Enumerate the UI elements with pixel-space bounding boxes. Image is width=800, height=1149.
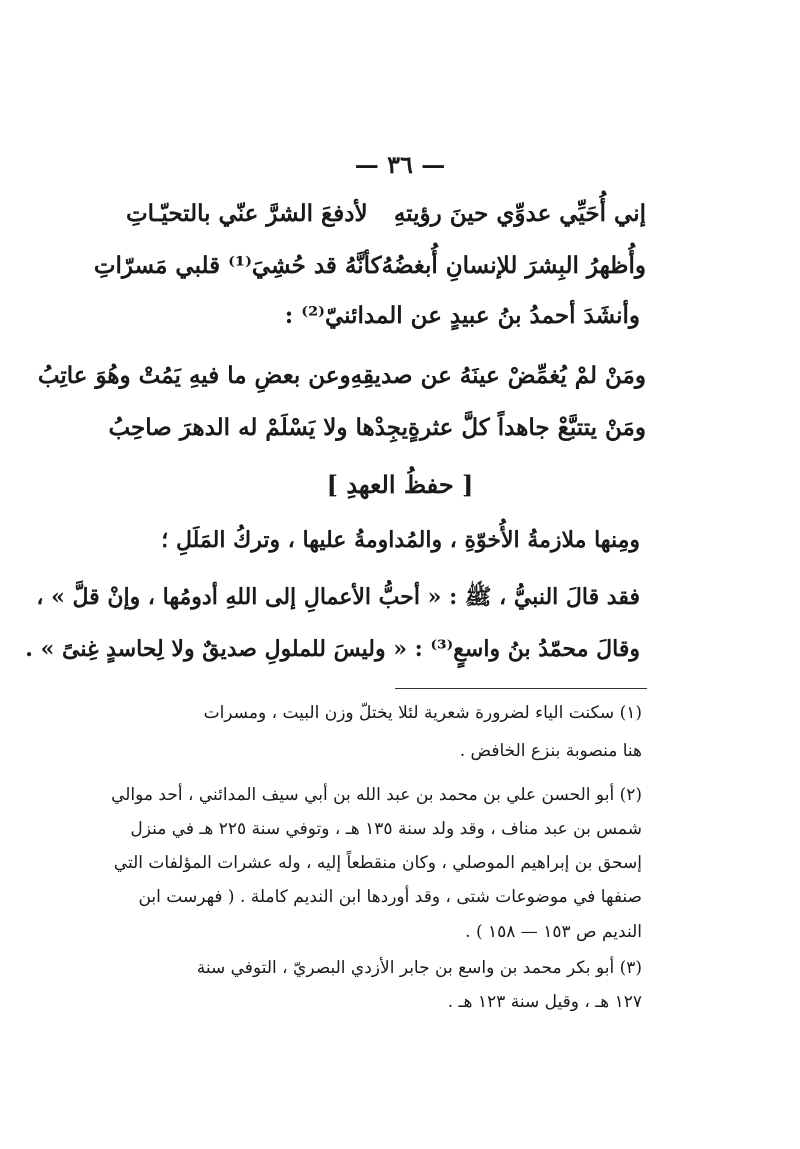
verse-second-hemistich: يجِدْها ولا يَسْلَمْ له الدهرَ صاحِبُ — [108, 413, 408, 441]
verse-second-hemistich: لأدفعَ الشرَّ عنّي بالتحيّـاتِ — [126, 199, 368, 227]
footnote-line: هنا منصوبة بنزع الخافض . — [459, 741, 642, 761]
footnote-line: (١) سكنت الياء لضرورة شعرية لئلا يختلّ وزن البيت ، ومسرات — [203, 703, 642, 723]
verse-line — [126, 193, 646, 233]
verse-first-hemistich: وأُظهرُ البِشرَ للإنسانِ أُبغضُهُ — [381, 251, 646, 279]
body-text-line: ومِنها ملازمةُ الأُخوّةِ ، والمُداومةُ عليها ، وتركُ المَلَلِ ؛ — [161, 527, 640, 553]
footnote-line: صنفها في موضوعات شتى ، وقد أوردها ابن النديم كاملة . ( فهرست ابن — [138, 887, 642, 907]
footnote-divider — [395, 688, 647, 689]
verse-second-hemistich: وعن بعضِ ما فيهِ يَمُتْ وهُوَ عاتِبُ — [37, 361, 351, 389]
verse-line — [37, 355, 646, 395]
body-text-line: وقالَ محمّدُ بنُ واسعٍ⁽³⁾ : « وليسَ للملولِ صديقٌ ولا لِحاسدٍ غِنىً » . — [25, 636, 640, 662]
page-number: — ٣٦ — — [354, 150, 446, 179]
verse-intro-line: وأنشَدَ أحمدُ بنُ عبيدٍ عن المدائنيّ⁽²⁾ : — [284, 302, 640, 329]
footnote-line: (٣) أبو بكر محمد بن واسع بن جابر الأزدي البصريّ ، التوفي سنة — [196, 958, 642, 978]
footnote-line: شمس بن عبد مناف ، وقد ولد سنة ١٣٥ هـ ، وتوفي سنة ٢٢٥ هـ في منزل — [130, 819, 642, 839]
body-text-line: فقد قالَ النبيُّ ، ﷺ : « أحبُّ الأعمالِ إلى اللهِ أدومُها ، وإنْ قلَّ » ، — [36, 584, 640, 610]
verse-second-hemistich: كأنَّهُ قد حُشِيَ⁽¹⁾ قلبي مَسرّاتِ — [93, 251, 382, 279]
footnote-line: النديم ص ١٥٣ — ١٥٨ ) . — [465, 922, 642, 942]
footnote-line: (٢) أبو الحسن علي بن محمد بن عبد الله بن أبي سيف المدائني ، أحد موالي — [111, 785, 642, 805]
verse-first-hemistich: إني أُحَيِّي عدوِّي حينَ رؤيتهِ — [393, 199, 646, 227]
footnote-line: ١٢٧ هـ ، وقيل سنة ١٢٣ هـ . — [447, 992, 642, 1012]
verse-line — [93, 245, 646, 285]
footnote-line: إسحق بن إبراهيم الموصلي ، وكان منقطعاً إليه ، وله عشرات المؤلفات التي — [113, 853, 642, 873]
verse-first-hemistich: ومَنْ يتتبَّعْ جاهداً كلَّ عثرةٍ — [407, 413, 646, 441]
section-heading: [ حفظُ العهدِ ] — [326, 470, 474, 499]
verse-line — [108, 407, 646, 447]
verse-first-hemistich: ومَنْ لمْ يُغمِّضْ عينَهُ عن صديقِهِ — [350, 361, 646, 389]
